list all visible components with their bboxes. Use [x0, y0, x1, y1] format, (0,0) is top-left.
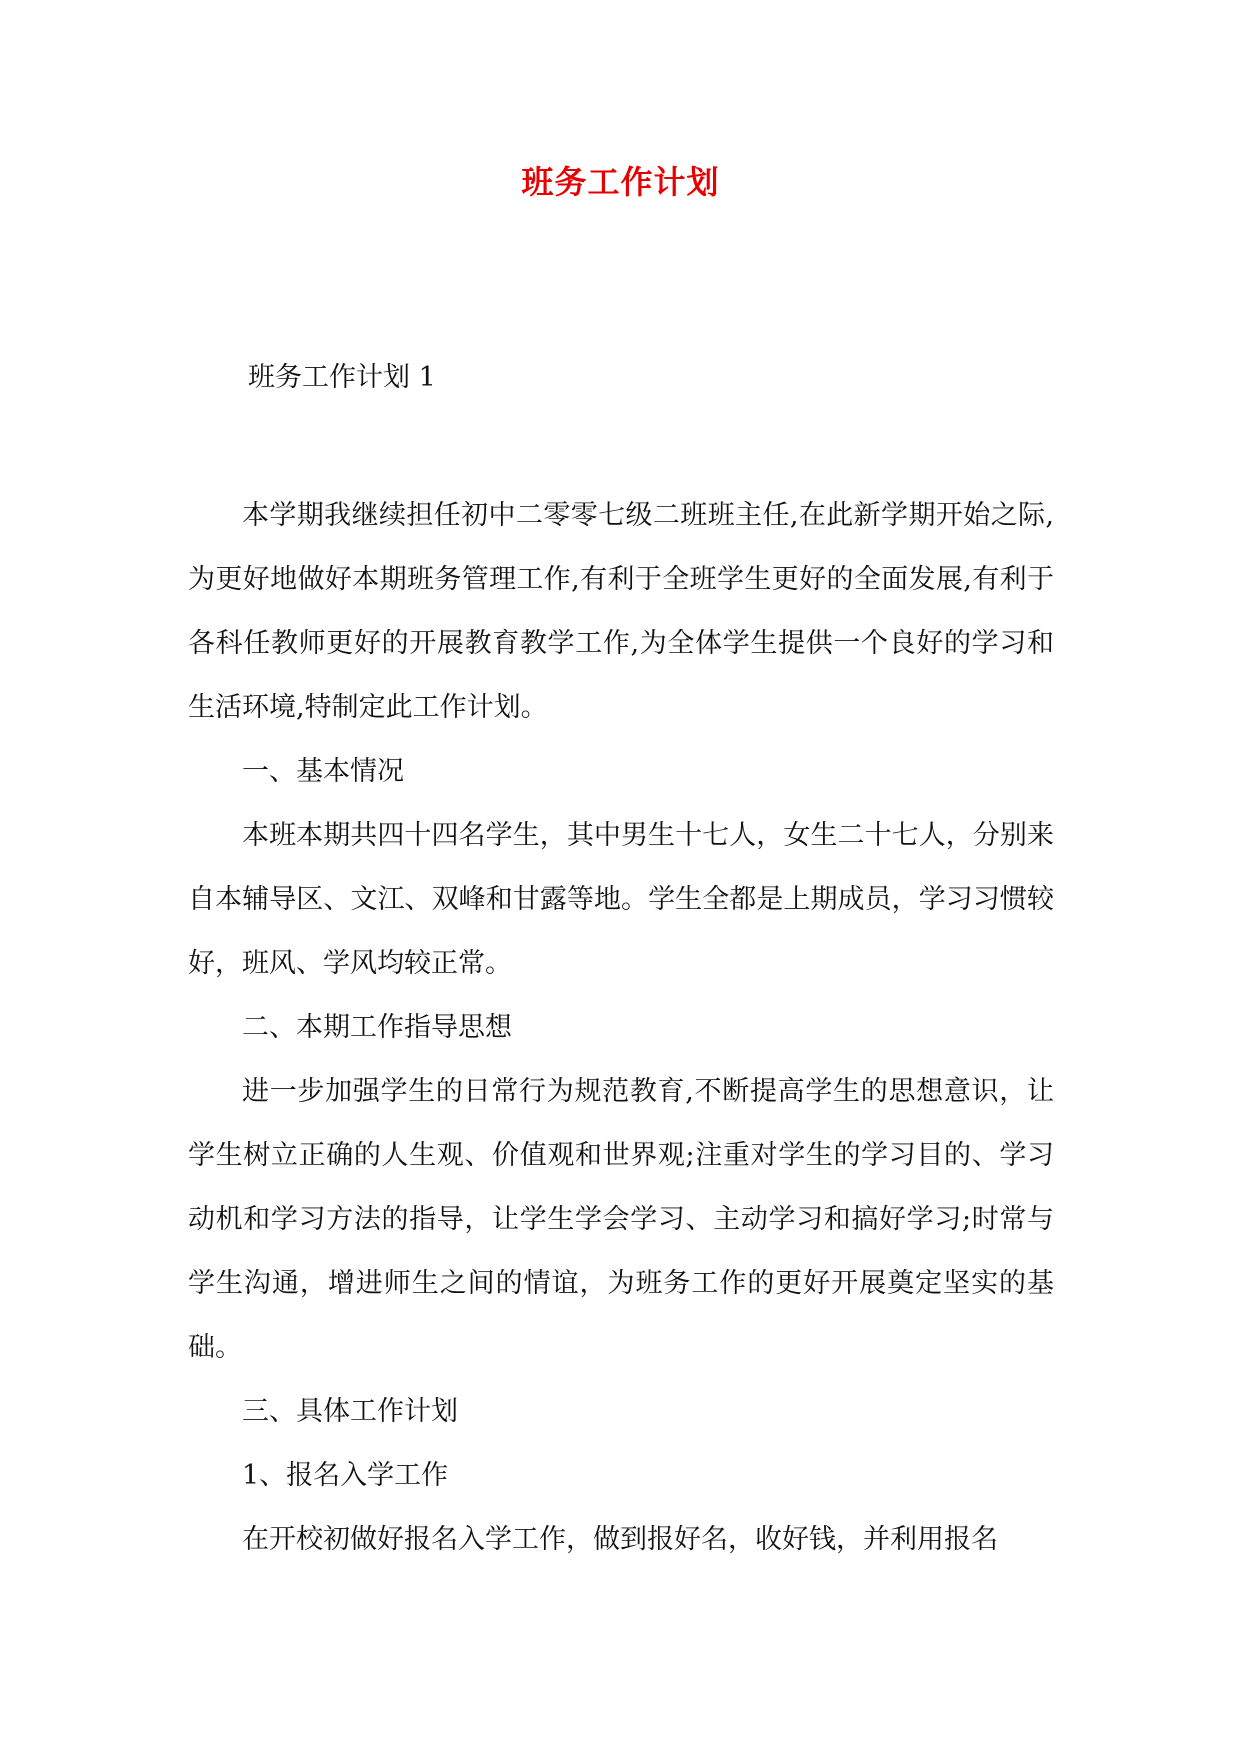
heading-work-plan: 三、具体工作计划 — [242, 1396, 458, 1427]
document-title: 班务工作计划 — [521, 163, 720, 201]
heading-enrollment: 1、报名入学工作 — [242, 1460, 449, 1491]
paragraph-basic-situation: 本班本期共四十四名学生，其中男生十七人，女生二十七人，分别来自本辅导区、文江、双峰和甘露等地。学生全都是上期成员，学习习惯较好，班风、学风均较正常。 — [188, 820, 1054, 979]
paragraph-intro: 本学期我继续担任初中二零零七级二班班主任,在此新学期开始之际,为更好地做好本期班务管理工作,有利于全班学生更好的全面发展,有利于各科任教师更好的开展教育教学工作,为全体学生提供一个良好的学习和生活环境,特制定此工作计划。 — [188, 500, 1054, 723]
document-subtitle: 班务工作计划 1 — [248, 362, 436, 393]
paragraph-enrollment: 在开校初做好报名入学工作，做到报好名，收好钱，并利用报名 — [242, 1524, 998, 1555]
paragraph-guiding-thought: 进一步加强学生的日常行为规范教育,不断提高学生的思想意识，让学生树立正确的人生观、价值观和世界观;注重对学生的学习目的、学习动机和学习方法的指导，让学生学会学习、主动学习和搞好学习;时常与学生沟通，增进师生之间的情谊，为班务工作的更好开展奠定坚实的基础。 — [188, 1076, 1054, 1363]
heading-guiding-thought: 二、本期工作指导思想 — [242, 1012, 512, 1043]
heading-basic-situation: 一、基本情况 — [242, 756, 404, 787]
document-body — [188, 484, 1054, 1572]
